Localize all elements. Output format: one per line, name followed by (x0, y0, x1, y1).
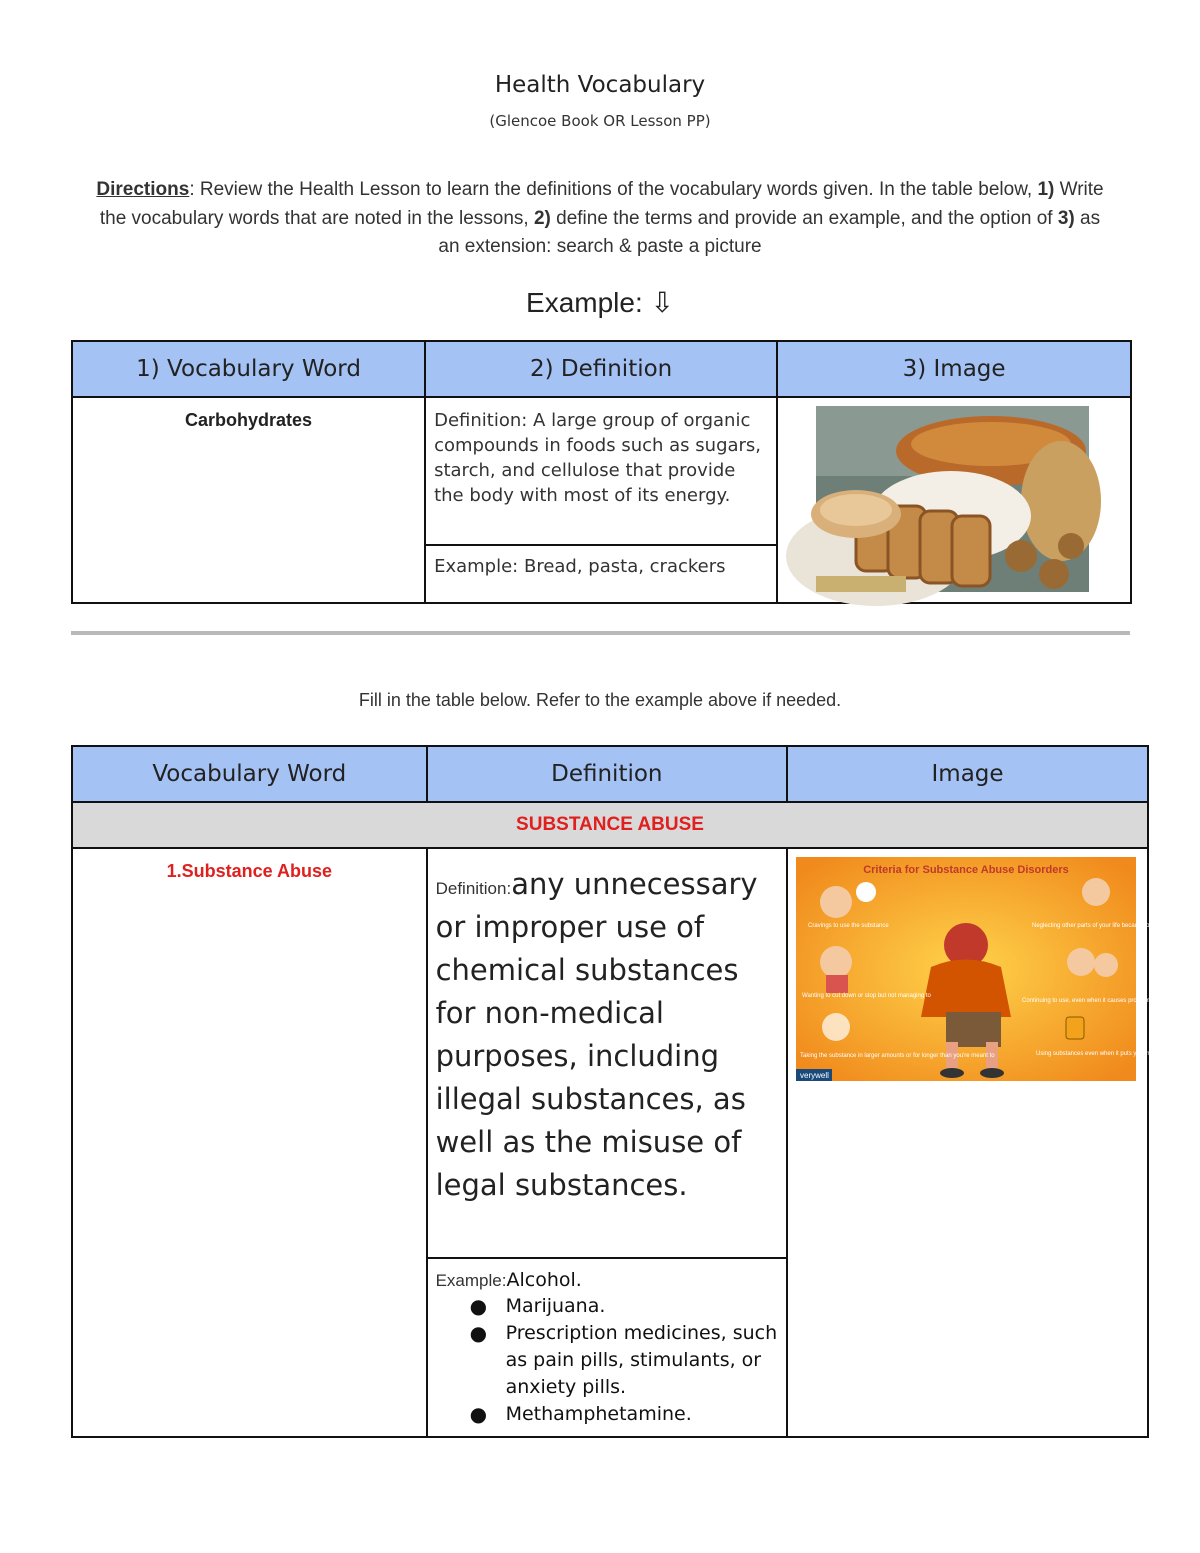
directions-text: define the terms and provide an example, and the option of (550, 207, 1058, 229)
bread-photo (816, 406, 1089, 592)
step-number: 1) (1037, 179, 1055, 200)
list-item: ● Methamphetamine. (506, 1401, 778, 1428)
list-item: ● Marijuana. (506, 1293, 778, 1320)
step-number: 2) (533, 207, 551, 229)
page-subtitle: (Glencoe Book OR Lesson PP) (489, 112, 711, 130)
example-cell[interactable] (427, 1258, 787, 1437)
section-divider (71, 631, 1130, 635)
example-word: Carbohydrates (72, 397, 425, 603)
infographic-caption: Using substances even when it puts you in danger (1036, 1051, 1170, 1057)
infographic-caption: Continuing to use, even when it causes problems in relationships (1022, 998, 1195, 1004)
vocabulary-word[interactable]: 1.Substance Abuse (72, 848, 427, 1437)
infographic-brand: verywell (800, 1071, 829, 1080)
substance-abuse-infographic (796, 857, 1195, 1081)
example-image-cell (777, 397, 1131, 603)
example-label: Example: (435, 1271, 507, 1290)
infographic-caption: Neglecting other parts of your life because of substance use (1032, 923, 1192, 929)
infographic-caption: Wanting to cut down or stop but not managing to (802, 993, 931, 999)
directions-label: Directions (96, 179, 190, 200)
section-title: SUBSTANCE ABUSE (72, 802, 1148, 848)
directions-paragraph (96, 176, 1104, 262)
example-list (436, 1293, 778, 1428)
header-image: Image (787, 746, 1148, 802)
directions-text: : Review the Health Lesson to learn the definitions of the vocabulary words given. In the table below, (189, 179, 1038, 200)
header-definition: Definition (427, 746, 787, 802)
step-number: 3) (1057, 207, 1075, 229)
example-example: Example: Bread, pasta, crackers (425, 545, 777, 603)
fill-instructions: Fill in the table below. Refer to the example above if needed. (358, 690, 842, 710)
example-table (71, 340, 1132, 604)
page-title: Health Vocabulary (494, 72, 706, 98)
header-definition: 2) Definition (425, 341, 777, 397)
vocabulary-table (71, 745, 1195, 1438)
example-definition: Definition: A large group of organic compounds in foods such as sugars, starch, and cellulose that provide the body with most of its energy. (425, 397, 777, 545)
infographic-title: Criteria for Substance Abuse Disorders (863, 864, 1069, 876)
example-first-item: Alcohol. (506, 1269, 582, 1291)
definition-cell[interactable] (427, 848, 787, 1258)
vocabulary-header-row (72, 746, 1148, 802)
directions-text: as an extension: search & paste a picture (438, 207, 1101, 257)
image-cell[interactable] (787, 848, 1195, 1437)
example-heading: Example: ⇩ (526, 287, 674, 318)
header-vocabulary-word: Vocabulary Word (72, 746, 427, 802)
list-item: ● Prescription medicines, such as pain pills, stimulants, or anxiety pills. (506, 1320, 778, 1401)
example-header-row (72, 341, 1131, 397)
infographic-caption: Taking the substance in larger amounts or for longer than you're meant to (800, 1053, 995, 1059)
infographic-caption: Cravings to use the substance (808, 923, 889, 929)
header-image: 3) Image (777, 341, 1131, 397)
definition-label: Definition: (435, 879, 512, 898)
header-vocabulary-word: 1) Vocabulary Word (72, 341, 425, 397)
directions-text: Write the vocabulary words that are noted in the lessons, (99, 179, 1104, 229)
definition-text: any unnecessary or improper use of chemical substances for non-medical purposes, including illegal substances, as well as the misuse of legal substances. (435, 867, 758, 1202)
